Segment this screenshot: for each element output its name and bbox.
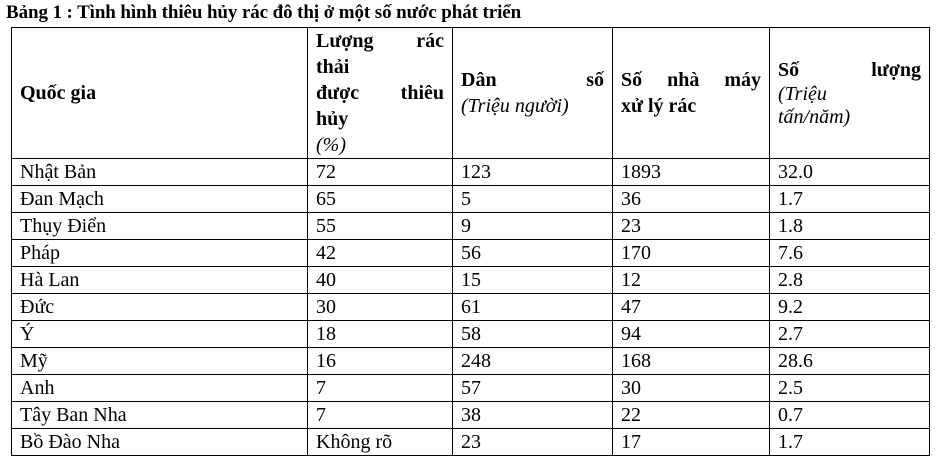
cell-amount: 28.6 — [770, 348, 930, 375]
cell-amount: 1.7 — [770, 186, 930, 213]
cell-burned-percent: 42 — [308, 240, 453, 267]
table-row — [12, 294, 930, 321]
header-population — [453, 28, 613, 159]
header-amount-unit: tấn/năm) — [778, 106, 851, 128]
table-row — [12, 402, 930, 429]
table-row — [12, 321, 930, 348]
cell-burned-percent: 30 — [308, 294, 453, 321]
cell-plants: 36 — [613, 186, 770, 213]
cell-plants: 22 — [613, 402, 770, 429]
cell-burned-percent: Không rõ — [308, 429, 453, 456]
waste-incineration-table — [11, 27, 930, 456]
cell-plants: 168 — [613, 348, 770, 375]
cell-amount: 0.7 — [770, 402, 930, 429]
cell-amount: 9.2 — [770, 294, 930, 321]
table-row — [12, 213, 930, 240]
cell-country: Anh — [12, 375, 308, 402]
cell-plants: 1893 — [613, 159, 770, 186]
cell-population: 58 — [453, 321, 613, 348]
header-burned-line: được thiêu — [316, 82, 444, 104]
cell-country: Nhật Bản — [12, 159, 308, 186]
cell-burned-percent: 7 — [308, 402, 453, 429]
cell-amount: 7.6 — [770, 240, 930, 267]
header-population-unit: (Triệu người) — [461, 95, 569, 117]
header-row — [12, 28, 930, 159]
cell-population: 38 — [453, 402, 613, 429]
cell-burned-percent: 55 — [308, 213, 453, 240]
cell-burned-percent: 18 — [308, 321, 453, 348]
table-caption: Bảng 1 : Tình hình thiêu hủy rác đô thị ở một số nước phát triển — [6, 2, 522, 23]
cell-country: Pháp — [12, 240, 308, 267]
cell-country: Mỹ — [12, 348, 308, 375]
cell-population: 57 — [453, 375, 613, 402]
header-country: Quốc gia — [12, 28, 308, 159]
cell-amount: 1.8 — [770, 213, 930, 240]
cell-amount: 2.5 — [770, 375, 930, 402]
cell-amount: 1.7 — [770, 429, 930, 456]
cell-plants: 23 — [613, 213, 770, 240]
header-amount — [770, 28, 930, 159]
cell-population: 248 — [453, 348, 613, 375]
header-amount-label: Số lượng — [778, 59, 921, 81]
cell-country: Đức — [12, 294, 308, 321]
cell-plants: 30 — [613, 375, 770, 402]
cell-country: Tây Ban Nha — [12, 402, 308, 429]
table-row — [12, 429, 930, 456]
header-plants-line: xử lý rác — [621, 95, 697, 117]
cell-burned-percent: 65 — [308, 186, 453, 213]
header-population-label: Dân số — [461, 69, 604, 91]
cell-amount: 32.0 — [770, 159, 930, 186]
header-burned-line: thải — [316, 56, 350, 78]
table-row — [12, 159, 930, 186]
cell-plants: 170 — [613, 240, 770, 267]
cell-amount: 2.8 — [770, 267, 930, 294]
cell-burned-percent: 40 — [308, 267, 453, 294]
cell-country: Bồ Đào Nha — [12, 429, 308, 456]
cell-plants: 17 — [613, 429, 770, 456]
cell-population: 9 — [453, 213, 613, 240]
table-row — [12, 375, 930, 402]
table-row — [12, 186, 930, 213]
cell-burned-percent: 16 — [308, 348, 453, 375]
cell-population: 5 — [453, 186, 613, 213]
cell-plants: 47 — [613, 294, 770, 321]
cell-burned-percent: 7 — [308, 375, 453, 402]
table-row — [12, 240, 930, 267]
header-amount-unit: (Triệu — [778, 83, 827, 105]
table-row — [12, 267, 930, 294]
cell-population: 15 — [453, 267, 613, 294]
header-burned-unit: (%) — [316, 134, 346, 156]
cell-amount: 2.7 — [770, 321, 930, 348]
cell-burned-percent: 72 — [308, 159, 453, 186]
header-burned-line: hủy — [316, 108, 349, 130]
cell-country: Hà Lan — [12, 267, 308, 294]
cell-country: Ý — [12, 321, 308, 348]
cell-population: 61 — [453, 294, 613, 321]
cell-country: Thụy Điển — [12, 213, 308, 240]
cell-population: 23 — [453, 429, 613, 456]
cell-country: Đan Mạch — [12, 186, 308, 213]
header-plants-line: Số nhà máy — [621, 69, 761, 91]
cell-population: 123 — [453, 159, 613, 186]
cell-plants: 12 — [613, 267, 770, 294]
table-row — [12, 348, 930, 375]
header-burned-line: Lượng rác — [316, 30, 444, 52]
cell-population: 56 — [453, 240, 613, 267]
cell-plants: 94 — [613, 321, 770, 348]
header-plants — [613, 28, 770, 159]
header-burned-percent — [308, 28, 453, 159]
